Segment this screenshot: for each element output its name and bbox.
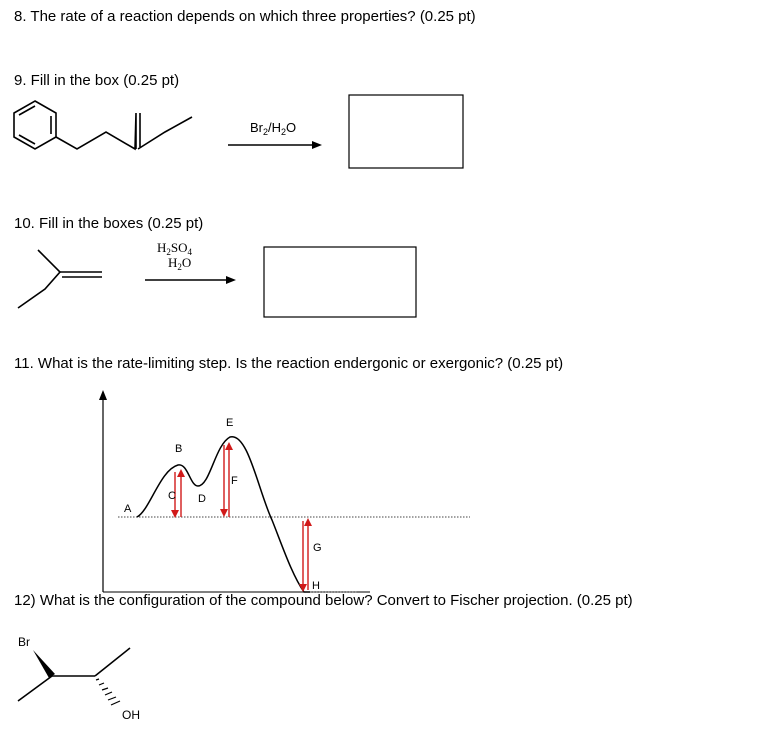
q9-reagent: $Br_2/H_2O$ — [250, 120, 297, 137]
label-a: A — [124, 503, 132, 515]
question-12: 12) What is the configuration of the compound below? Convert to Fischer projection. (0.25 pt) — [14, 592, 633, 609]
label-h: H — [312, 580, 320, 592]
label-g: G — [313, 542, 322, 554]
question-10: 10. Fill in the boxes (0.25 pt) — [14, 215, 204, 232]
br-label: Br — [18, 635, 30, 649]
question-8: 8. The rate of a reaction depends on which three properties? (0.25 pt) — [14, 8, 476, 25]
label-e: E — [226, 417, 234, 429]
question-11: 11. What is the rate-limiting step. Is the reaction endergonic or exergonic? (0.25 pt) — [14, 355, 564, 372]
label-f: F — [231, 475, 238, 487]
skeleton-bonds — [18, 648, 130, 701]
question-9: 9. Fill in the box (0.25 pt) — [14, 72, 180, 89]
q10-reagent-1: $H_2SO_4$ — [157, 240, 193, 257]
q10-reagent-2: $H_2O$ — [168, 255, 192, 272]
label-b: B — [175, 443, 183, 455]
oh-label: OH — [122, 708, 140, 722]
label-d: D — [198, 493, 206, 505]
hash-bond — [96, 679, 120, 705]
label-c: C — [168, 490, 176, 502]
wedge-bond — [33, 650, 55, 678]
